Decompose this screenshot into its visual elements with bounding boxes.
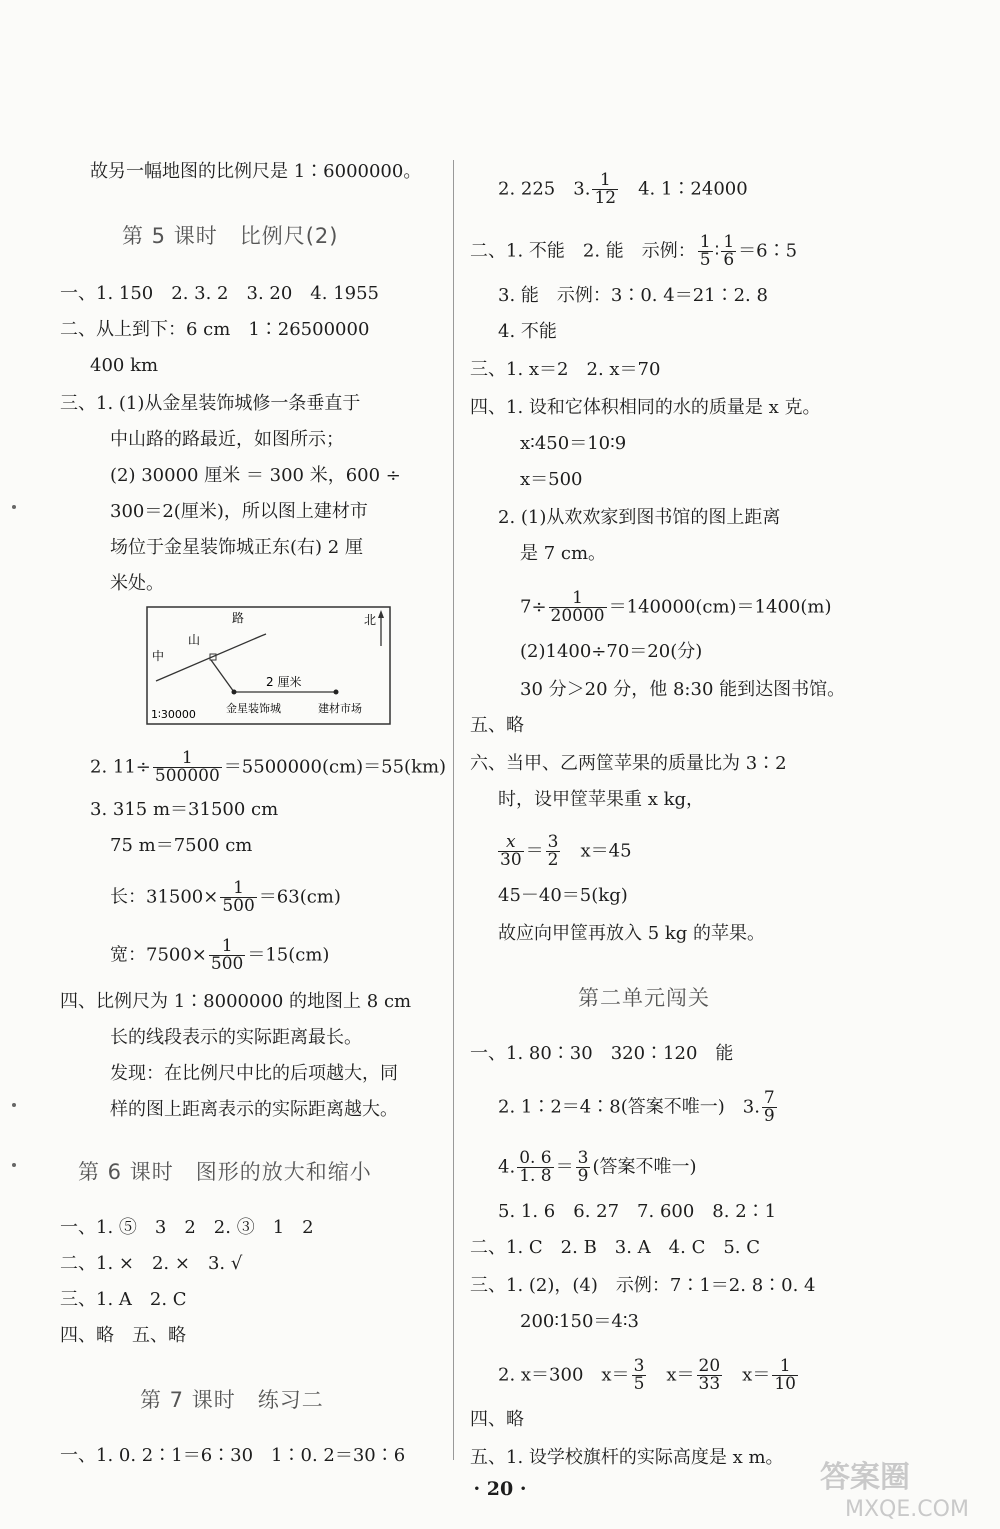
text-line: 3. 能 示例：3∶0. 4＝21∶2. 8 [498, 285, 768, 306]
text-line: 一、1. ⑤ 3 2 2. ③ 1 2 [60, 1217, 314, 1238]
text-line: 2. 1∶2＝4∶8(答案不唯一) 3. $\frac{7}{9}$ [498, 1088, 775, 1126]
road-label: 路 [232, 611, 245, 625]
fraction: $\frac{1}{500}$ [210, 936, 244, 974]
place-label: 金星装饰城 [226, 702, 281, 715]
road-label: 中 [152, 649, 165, 663]
zhongshan-road [156, 636, 261, 681]
fraction: $\frac{1}{6}$ [723, 232, 735, 270]
text-line: 四、略 五、略 [60, 1325, 186, 1346]
text-line: 三、1. x＝2 2. x＝70 [470, 359, 661, 380]
text-line: 五、1. 设学校旗杆的实际高度是 x m。 [470, 1447, 784, 1468]
fraction: $\frac{1}{10}$ [774, 1356, 796, 1394]
text-line: 一、1. 80∶30 320∶120 能 [470, 1043, 734, 1064]
text-line: 六、当甲、乙两筐苹果的质量比为 3∶2 [470, 753, 787, 774]
text-line: 三、1. (1)从金星装饰城修一条垂直于 [60, 393, 361, 414]
section-heading: 第 6 课时 图形的放大和缩小 [78, 1160, 372, 1184]
text-line: 4. 不能 [498, 321, 557, 342]
text-line: 三、1. (2)，(4) 示例：7∶1＝2. 8∶0. 4 [470, 1275, 816, 1296]
distance-label: 2 厘米 [266, 675, 302, 689]
text-line: 二、1. × 2. × 3. √ [60, 1253, 243, 1274]
text-line: 5. 1. 6 6. 27 7. 600 8. 2∶1 [498, 1201, 777, 1222]
text-line: 300＝2(厘米)，所以图上建材市 [110, 501, 368, 522]
page-number: · 20 · [473, 1478, 527, 1500]
place-dot [334, 690, 339, 695]
north-label: 北 [364, 613, 377, 627]
text-line: (2) 30000 厘米 ＝ 300 米，600 ÷ [110, 465, 401, 486]
text-line: 二、1. 不能 2. 能 示例： $\frac{1}{5}$ ∶ $\frac{1}{6}$ ＝6∶5 [470, 232, 798, 270]
scan-mark [12, 1163, 16, 1167]
text-line: 故另一幅地图的比例尺是 1∶6000000。 [90, 161, 422, 182]
scan-mark [12, 505, 16, 509]
fraction: $\frac{1}{20000}$ [550, 588, 605, 626]
text-line: 样的图上距离表示的实际距离越大。 [110, 1099, 398, 1120]
text-line: 四、略 [470, 1409, 524, 1430]
scale-label: 1∶30000 [151, 708, 196, 721]
watermark-logo: 答案圈 [820, 1460, 910, 1495]
section-heading: 第二单元闯关 [578, 986, 710, 1010]
fraction: $\frac{7}{9}$ [763, 1088, 775, 1126]
text-line: 五、略 [470, 715, 524, 736]
text-line: (2)1400÷70＝20(分) [520, 641, 703, 662]
text-line: 二、1. C 2. B 3. A 4. C 5. C [470, 1237, 761, 1258]
text-line: 中山路的路最近，如图所示； [110, 429, 344, 450]
text-line: 4. $\frac{0. 6}{1. 8}$ ＝ $\frac{3}{9}$ (答案不唯一) [498, 1148, 697, 1186]
watermark-url: MXQE.COM [845, 1497, 969, 1522]
text-line: 400 km [90, 355, 159, 376]
road-label: 山 [188, 633, 201, 647]
text-line: 2. 225 3. $\frac{1}{12}$ 4. 1∶24000 [498, 170, 748, 208]
text-line: 故应向甲筐再放入 5 kg 的苹果。 [498, 923, 766, 944]
text-line: 2. (1)从欢欢家到图书馆的图上距离 [498, 507, 781, 528]
text-line: 7÷ $\frac{1}{20000}$ ＝140000(cm)＝1400(m) [520, 588, 832, 626]
text-line: 米处。 [110, 573, 164, 594]
fraction: $\frac{1}{12}$ [594, 170, 617, 208]
text-line: 二、从上到下：6 cm 1∶26500000 [60, 319, 370, 340]
text-line: $\frac{x}{30}$ ＝ $\frac{3}{2}$ x＝45 [500, 832, 632, 870]
text-line: 2. 11÷ $\frac{1}{500000}$ ＝5500000(cm)＝55(km) [90, 748, 447, 786]
scan-mark [12, 1103, 16, 1107]
map-figure [146, 606, 392, 726]
text-line: 发现：在比例尺中比的后项越大，同 [110, 1063, 398, 1084]
section-heading: 第 7 课时 练习二 [140, 1388, 324, 1412]
text-line: 是 7 cm。 [520, 543, 607, 564]
section-heading: 第 5 课时 比例尺(2) [122, 224, 339, 248]
text-line: x＝500 [520, 469, 583, 490]
fraction: $\frac{x}{30}$ [500, 832, 522, 870]
text-line: 一、1. 0. 2∶1＝6∶30 1∶0. 2＝30∶6 [60, 1445, 406, 1466]
text-line: 200∶150＝4∶3 [520, 1311, 639, 1332]
fraction: $\frac{20}{33}$ [698, 1356, 721, 1394]
text-line: 2. x＝300 x＝ $\frac{3}{5}$ x＝ $\frac{20}{33}$ x＝ $\frac{1}{10}$ [498, 1356, 796, 1394]
text-line: 一、1. 150 2. 3. 2 3. 20 4. 1955 [60, 283, 379, 304]
place-label: 建材市场 [318, 702, 362, 715]
text-line: 场位于金星装饰城正东(右) 2 厘 [110, 537, 363, 558]
north-arrow-head [378, 610, 384, 618]
perpendicular-road [211, 660, 234, 692]
text-line: 四、1. 设和它体积相同的水的质量是 x 克。 [470, 397, 821, 418]
text-line: 时，设甲筐苹果重 x kg， [498, 789, 705, 810]
fraction: $\frac{1}{500}$ [222, 878, 255, 916]
text-line: 四、比例尺为 1∶8000000 的地图上 8 cm [60, 991, 412, 1012]
text-line: 75 m＝7500 cm [110, 835, 253, 856]
text-line: 3. 315 m＝31500 cm [90, 799, 279, 820]
text-line: 长的线段表示的实际距离最长。 [110, 1027, 362, 1048]
fraction: $\frac{1}{5}$ [699, 232, 711, 270]
fraction: $\frac{0. 6}{1. 8}$ [519, 1148, 552, 1186]
text-line: 宽：7500× $\frac{1}{500}$ ＝15(cm) [110, 936, 330, 974]
place-dot [232, 690, 237, 695]
column-divider [453, 160, 454, 1460]
fraction: $\frac{3}{2}$ [547, 832, 559, 870]
text-line: 45－40＝5(kg) [498, 885, 628, 906]
fraction: $\frac{3}{5}$ [633, 1356, 645, 1394]
text-line: 30 分＞20 分，他 8:30 能到达图书馆。 [520, 679, 846, 700]
text-line: x∶450＝10∶9 [520, 433, 627, 454]
fraction: $\frac{3}{9}$ [577, 1148, 589, 1186]
text-line: 三、1. A 2. C [60, 1289, 187, 1310]
text-line: 长：31500× $\frac{1}{500}$ ＝63(cm) [110, 878, 341, 916]
fraction: $\frac{1}{500000}$ [154, 748, 220, 786]
